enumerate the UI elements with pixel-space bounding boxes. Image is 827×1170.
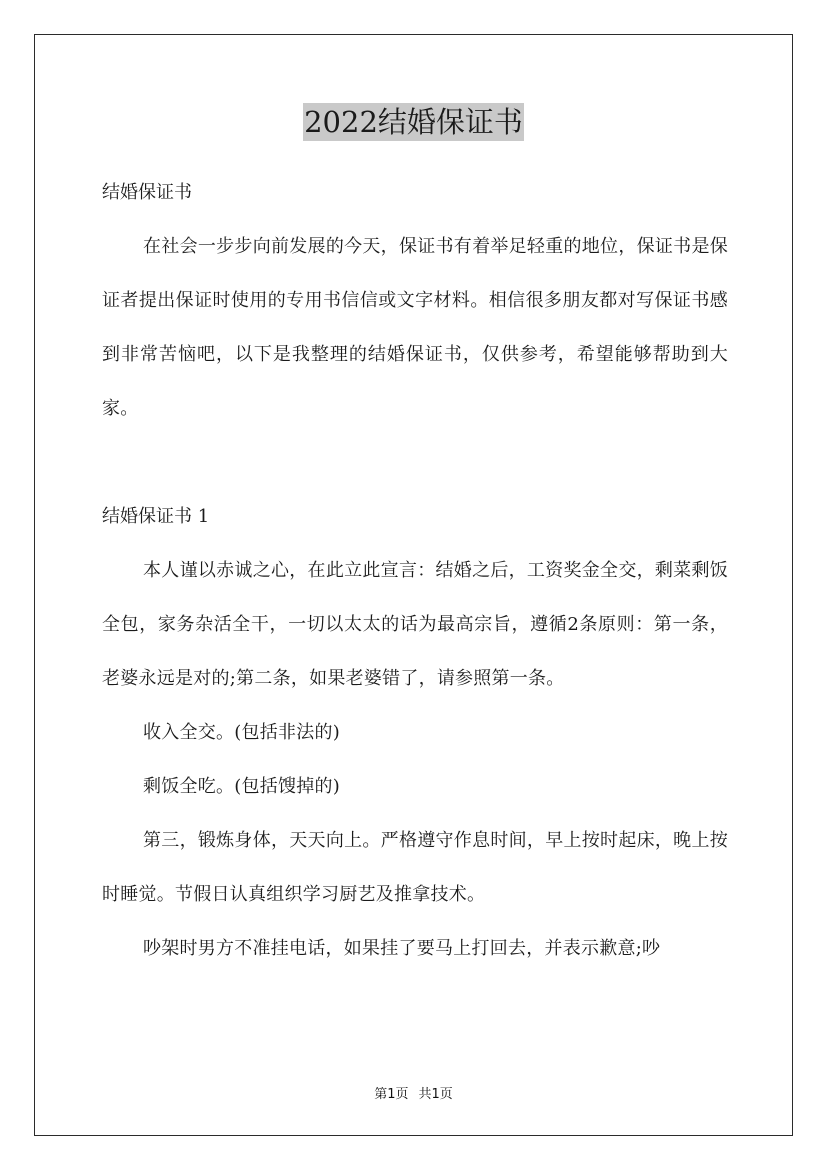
body-paragraph: 第三，锻炼身体，天天向上。严格遵守作息时间，早上按时起床，晚上按时睡觉。节假日认真组织学习厨艺及推拿技术。 bbox=[102, 830, 728, 905]
body-paragraph: 吵架时男方不准挂电话，如果挂了要马上打回去，并表示歉意;吵 bbox=[143, 938, 661, 959]
page-footer bbox=[0, 1083, 827, 1102]
document-body bbox=[102, 166, 728, 976]
title-container bbox=[0, 103, 827, 141]
intro-paragraph: 在社会一步步向前发展的今天，保证书有着举足轻重的地位，保证书是保证者提出保证时使用的专用书信信或文字材料。相信很多朋友都对写保证书感到非常苦恼吧，以下是我整理的结婚保证书，仅供参考，希望能够帮助到大家。 bbox=[102, 236, 728, 419]
body-paragraph: 本人谨以赤诚之心，在此立此宣言：结婚之后，工资奖金全交，剩菜剩饭全包，家务杂活全干，一切以太太的话为最高宗旨，遵循2条原则：第一条，老婆永远是对的;第二条，如果老婆错了，请参照第一条。 bbox=[102, 560, 728, 689]
section-heading: 结婚保证书 bbox=[102, 182, 192, 203]
document-title: 2022结婚保证书 bbox=[304, 105, 523, 139]
body-paragraph: 剩饭全吃。(包括馊掉的) bbox=[143, 776, 341, 797]
subheading: 结婚保证书 1 bbox=[102, 506, 210, 527]
page-number: 第1页 bbox=[374, 1087, 409, 1102]
blank-line bbox=[102, 436, 728, 490]
page-total: 共1页 bbox=[418, 1087, 453, 1102]
body-paragraph: 收入全交。(包括非法的) bbox=[143, 722, 341, 743]
